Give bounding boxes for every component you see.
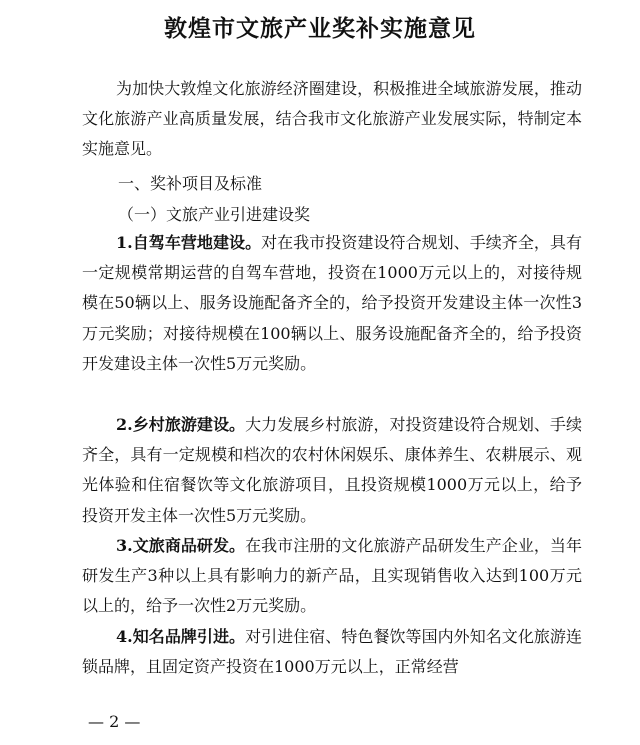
item-paragraph-2 — [82, 410, 582, 531]
intro-paragraph: 为加快大敦煌文化旅游经济圈建设，积极推进全域旅游发展，推动文化旅游产业高质量发展，结合我市文化旅游产业发展实际，特制定本实施意见。 — [82, 79, 582, 159]
item-paragraph-3 — [82, 531, 582, 622]
item-label: 1.自驾车营地建设。 — [116, 233, 262, 252]
item-label: 4.知名品牌引进。 — [116, 627, 246, 646]
page-number: — 2 — — [88, 712, 141, 731]
item-text: 对在我市投资建设符合规划、手续齐全，具有一定规模常期运营的自驾车营地，投资在1000万元以上的，对接待规模在50辆以上、服务设施配备齐全的，给予投资开发建设主体一次性3万元奖励；对接待规模在100辆以上、服务设施配备齐全的，给予投资开发建设主体一次性5万元奖励。 — [82, 233, 582, 373]
section-heading: 一、奖补项目及标准 — [118, 174, 263, 193]
document-title: 敦煌市文旅产业奖补实施意见 — [164, 15, 476, 42]
item-text: 对引进住宿、特色餐饮等国内外知名文化旅游连锁品牌，且固定资产投资在1000万元以上，正常经营 — [82, 627, 582, 677]
item-label: 3.文旅商品研发。 — [116, 536, 246, 555]
item-text: 在我市注册的文化旅游产品研发生产企业，当年研发生产3种以上具有影响力的新产品，且实现销售收入达到100万元以上的，给予一次性2万元奖励。 — [82, 536, 582, 616]
item-label: 2.乡村旅游建设。 — [116, 415, 246, 434]
item-paragraph-4 — [82, 622, 582, 682]
item-paragraph-1 — [82, 228, 582, 379]
item-text: 大力发展乡村旅游，对投资建设符合规划、手续齐全，具有一定规模和档次的农村休闲娱乐、康体养生、农耕展示、观光体验和住宿餐饮等文化旅游项目，且投资规模1000万元以上，给予投资开发主体一次性5万元奖励。 — [82, 415, 582, 525]
subsection-heading: （一）文旅产业引进建设奖 — [118, 205, 311, 224]
